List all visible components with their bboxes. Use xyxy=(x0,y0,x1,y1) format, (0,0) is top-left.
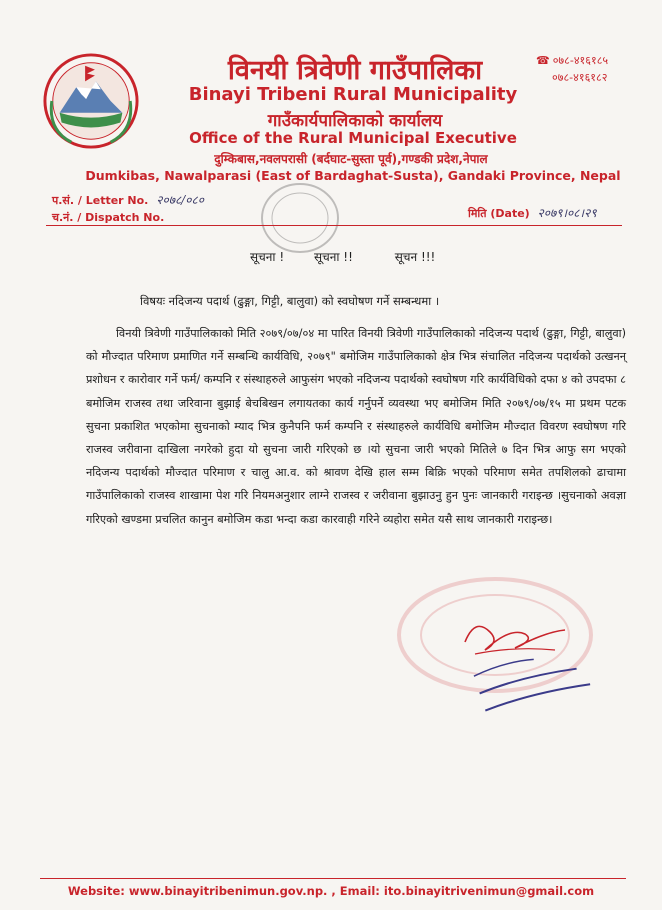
subject-line: विषयः नदिजन्य पदार्थ (ढुङ्गा, गिट्टी, बालुवा) को स्वघोषण गर्ने सम्बन्धमा । xyxy=(140,294,440,308)
address-np: दुम्किबास,नवलपरासी (बर्दघाट-सुस्ता पूर्व),गण्डकी प्रदेश,नेपाल xyxy=(214,152,488,166)
date-label: मिति (Date) xyxy=(468,207,530,220)
letter-number xyxy=(52,191,204,208)
header-divider xyxy=(46,225,622,226)
office-title-en: Office of the Rural Municipal Executive xyxy=(189,129,517,147)
office-title-np: गाउँकार्यपालिकाको कार्यालय xyxy=(267,111,443,131)
notice-word-1: सूचना ! xyxy=(250,250,285,264)
dispatch-number-label: च.नं. / Dispatch No. xyxy=(52,211,165,224)
phone-numbers xyxy=(536,52,608,86)
municipality-title-en: Binayi Tribeni Rural Municipality xyxy=(188,84,518,105)
notice-word-2: सूचना !! xyxy=(313,250,353,264)
municipality-title-np: विनयी त्रिवेणी गाउँपालिका xyxy=(227,55,483,86)
phone-number-1: ०७८-४१६१८५ xyxy=(552,54,609,67)
notice-body: विनयी त्रिवेणी गाउँपालिकाको मिति २०७९/०७/०४ मा पारित विनयी त्रिवेणी गाउँपालिकाको नदिजन्य पदार्थ (ढुङ्गा, गिट्टी, बालुवा) को मौज्दात परिमाण प्रमाणित गर्ने सम्बन्धि कार्यविधि, २०७९" बमोजिम गाउँपालिकाको क्षेत्र भित्र संचालित नदिजन्य पदार्थको उत्खनन् प्रशोधन र कारोवार गर्ने फर्म/ कम्पनि र संस्थाहरुले आफुसंग भएको नदिजन्य पदार्थको स्वघोषण गरि कार्यविधिको दफा ४ को उपदफा ८ बमोजिम राजस्व तथा जरिवाना बुझाई बेचबिखन लगायतका कार्य गर्नुपर्ने व्यवस्था भए बमोजिम मिति २०७९/०७/१५ मा प्रथम पटक सुचना प्रकाशित भएकोमा सुचनाको म्याद भित्र कुनैपनि फर्म कम्पनि र संस्थाहरुले कार्यविधि बमोजिम मौज्दात विवरण स्वघोषण गरि राजस्व जरीवाना दाखिला नगरेको हुदा यो सुचना जारी गरिएको छ ।यो सुचना जारी भएको मितिले ७ दिन भित्र आफु सग भएको नदिजन्य पदार्थको मौज्दात परिमाण र चालु आ.व. को श्रावण देखि हाल सम्म बिक्रि भएको परिमाण समेत तपशिलको ढाचामा गाउँपालिकाको राजस्व शाखामा पेश गरि नियमअनुशार लाग्ने राजस्व र जरीवाना बुझाउनु हुन पुनः जानकारी गराइन्छ ।सुचनाको अवज्ञा गरिएको खण्डमा प्रचलित कानुन बमोजिम कडा भन्दा कडा कारवाही गरिने व्यहोरा समेत यसै साथ जानकारी गराइन्छ। xyxy=(86,327,626,526)
footer-divider xyxy=(40,878,626,879)
date-value: २०७९।०८।२९ xyxy=(537,206,597,220)
date xyxy=(468,204,597,221)
notice-word-3: सूचन !!! xyxy=(394,250,436,264)
letter-number-value: २०७८/०८० xyxy=(156,193,204,207)
telephone-icon: ☎ xyxy=(536,54,550,67)
letter-number-label: प.सं. / Letter No. xyxy=(52,194,149,207)
office-seal-stamp xyxy=(255,178,345,258)
footer-contact: Website: www.binayitribenimun.gov.np. , Email: ito.binayitrivenimun@gmail.com xyxy=(67,884,595,898)
address-en: Dumkibas, Nawalparasi (East of Bardaghat-Susta), Gandaki Province, Nepal xyxy=(85,168,621,183)
notice-heading xyxy=(250,248,435,265)
dispatch-number xyxy=(52,210,164,225)
phone-number-2: ०७८-४१६१८२ xyxy=(552,71,608,84)
